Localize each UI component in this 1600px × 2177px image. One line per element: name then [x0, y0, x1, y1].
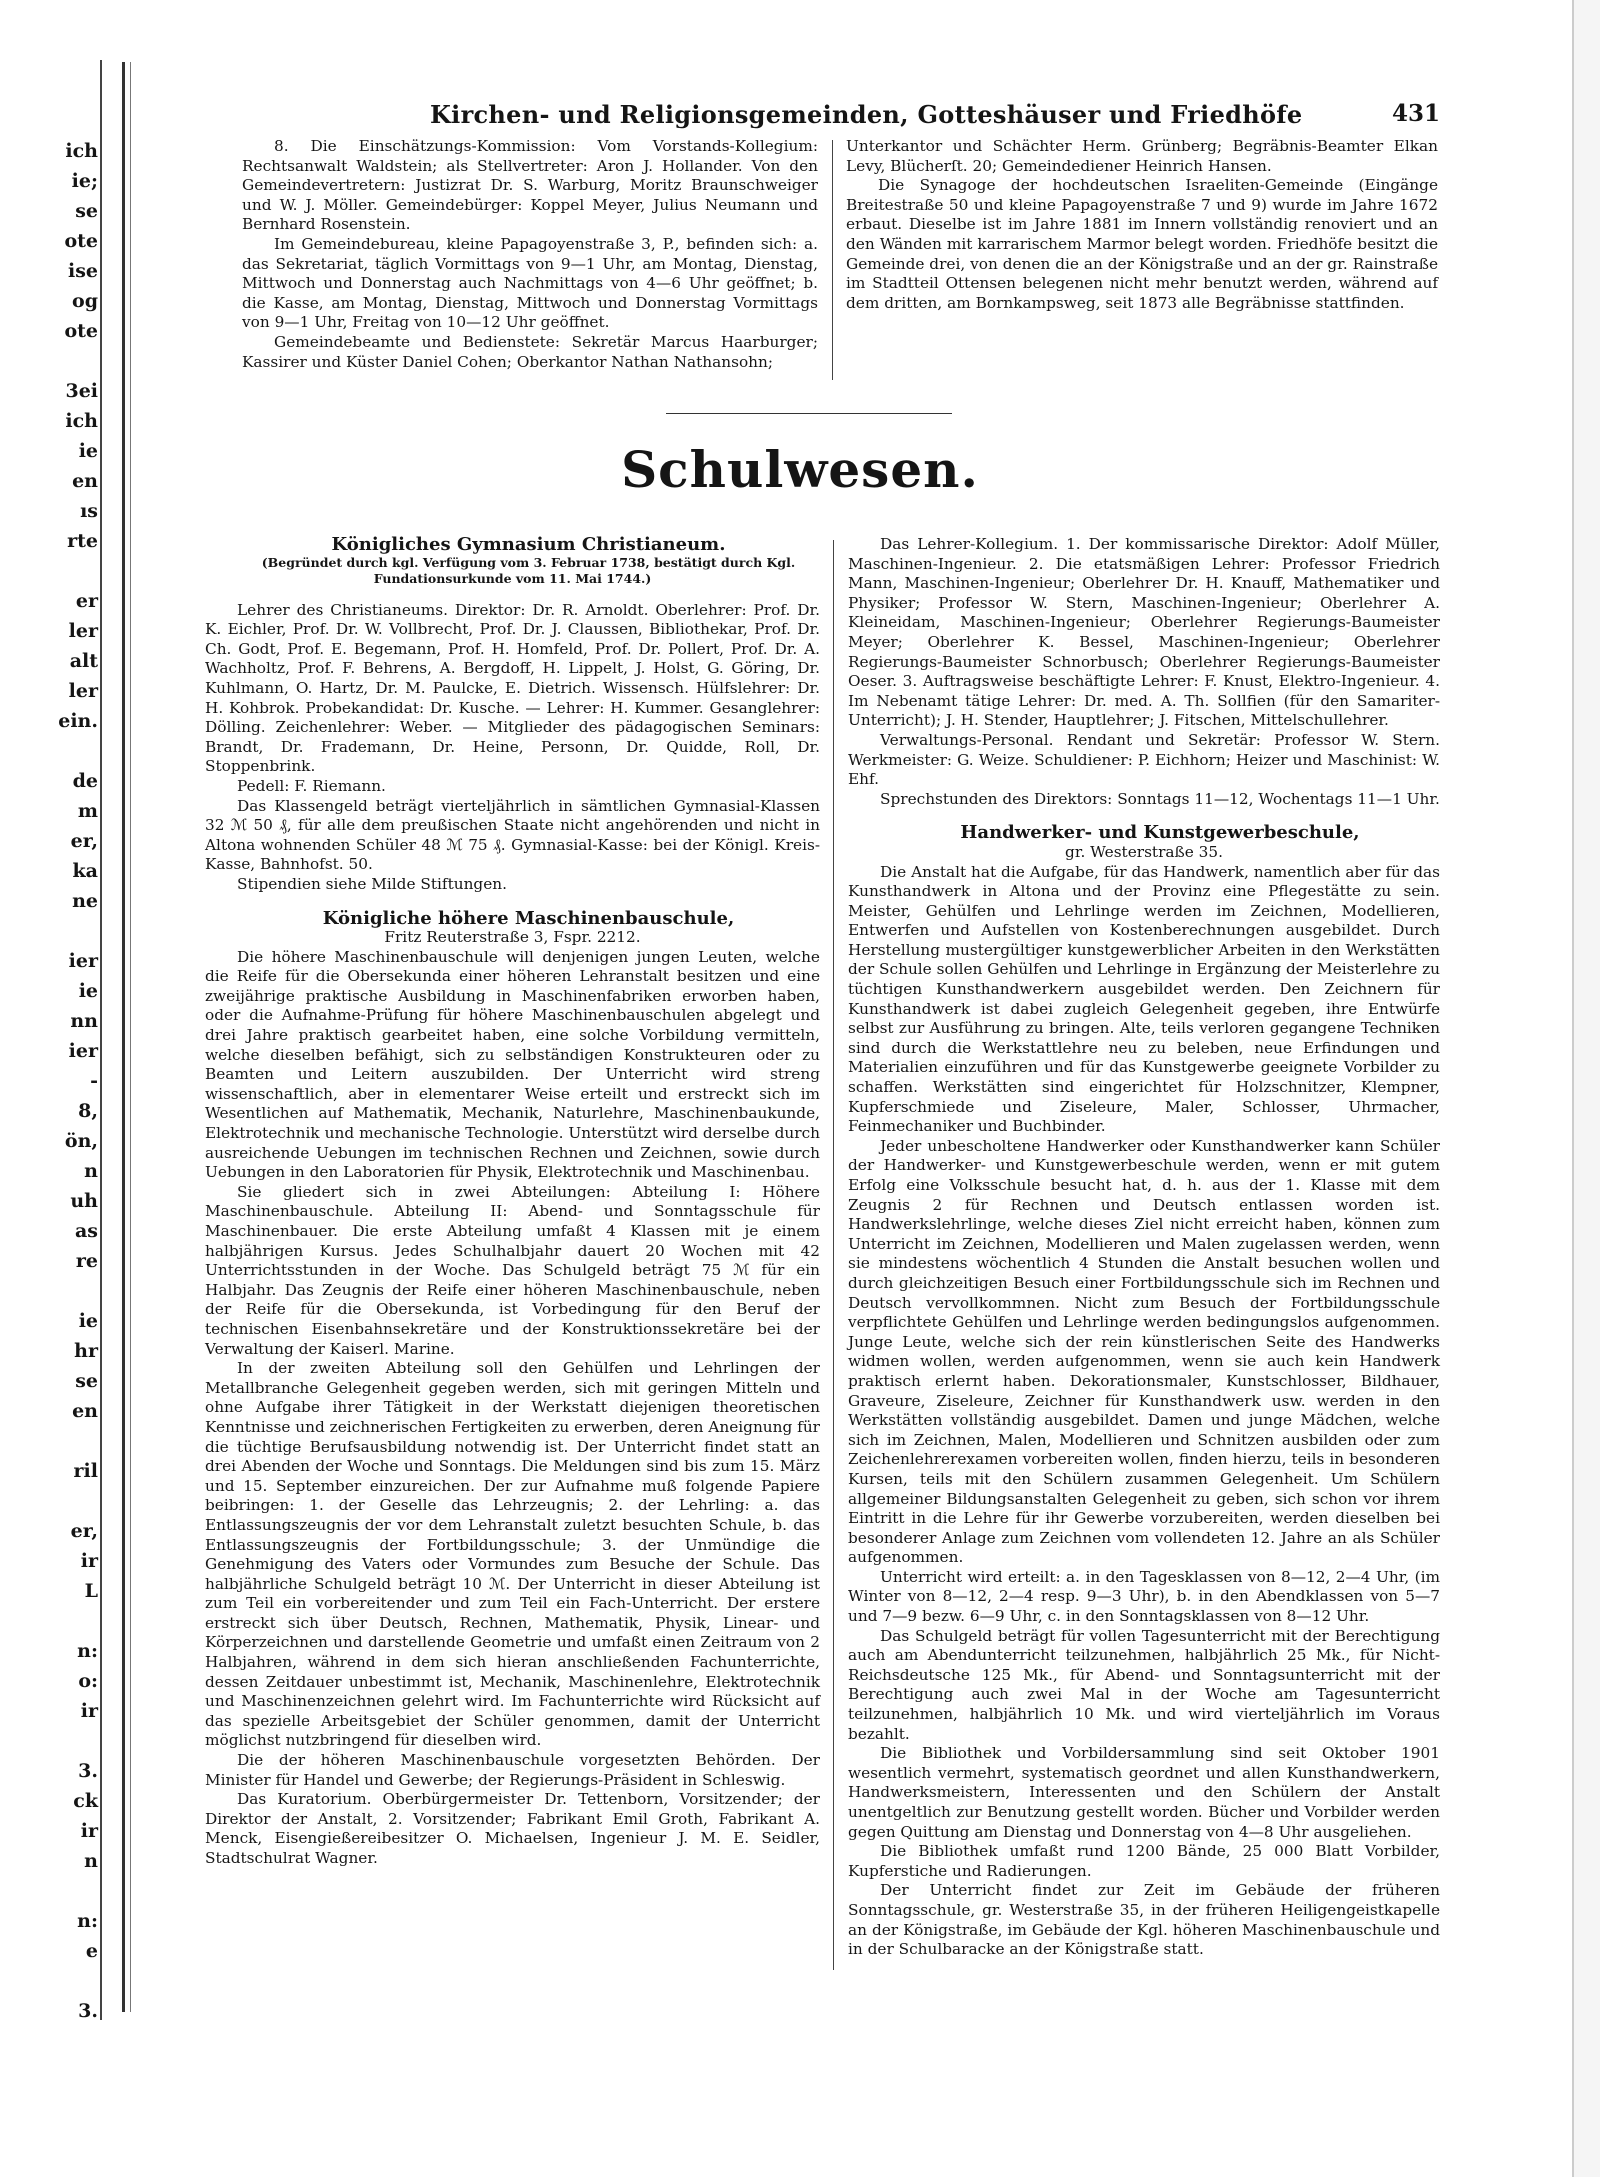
prev-page-fragment: ir	[80, 1820, 98, 1842]
gymnasium-stipendien: Stipendien siehe Milde Stiftungen.	[237, 874, 507, 893]
prev-page-fragment: ir	[80, 1700, 98, 1722]
prev-page-fragment: ir	[80, 1550, 98, 1572]
page-number: 431	[1391, 100, 1440, 127]
running-header	[160, 98, 1440, 134]
prev-page-fragment: se	[75, 200, 98, 222]
prev-page-fragment: se	[75, 1370, 98, 1392]
prev-page-fragment: L	[84, 1580, 98, 1602]
prev-page-fragment: 3.	[78, 1760, 98, 1782]
main-column-divider	[833, 540, 834, 1970]
gemeindebureau-paragraph: Im Gemeindebureau, kleine Papagoyenstraße 3, P., befinden sich: a. das Sekretariat, täglich Vormittags von 9—1 Uhr, am Montag, Dienstag, Mittwoch und Donnerstag auch Nachmittags von 4—6 Uhr geöffnet; b. die Kasse, am Montag, Dienstag, Mittwoch und Donnerstag Vormittags von 9—1 Uhr, Freitag von 10—12 Uhr geöffnet.	[242, 234, 818, 332]
maschinenbau-behoerden: Die der höheren Maschinenbauschule vorgesetzten Behörden. Der Minister für Handel und Gewerbe; der Regierungs-Präsident in Schleswig.	[205, 1751, 820, 1789]
maschinenbau-kuratorium: Das Kuratorium. Oberbürgermeister Dr. Tettenborn, Vorsitzender; der Direktor der Anstalt, 2. Vorsitzender; Fabrikant Emil Groth, Fabrikant A. Menck, Eisengießereibesitzer O. Michaelsen, Ingenieur J. M. E. Seidler, Stadtschulrat Wagner.	[205, 1790, 820, 1867]
prev-page-fragment: o:	[78, 1670, 98, 1692]
header-title: Kirchen- und Religionsgemeinden, Gotteshäuser und Friedhöfe	[430, 100, 1303, 129]
prev-page-fragment: ne	[72, 890, 98, 912]
prev-page-fragment: e	[85, 1940, 98, 1962]
synagoge-paragraph: Die Synagoge der hochdeutschen Israeliten-Gemeinde (Eingänge Breitestraße 50 und kleine Papagoyenstraße 7 und 9) wurde im Jahre 1672 erbaut. Dieselbe ist im Jahre 1881 im Innern vollständig renoviert und an den Wänden mit karrarischem Marmor belegt worden. Friedhöfe besitzt die Gemeinde drei, von denen die an der Königstraße und an der gr. Rainstraße im Stadtteil Ottensen belegenen nicht mehr benutzt werden, während auf dem dritten, am Bornkampsweg, seit 1873 alle Begräbnisse stattfinden.	[846, 176, 1438, 312]
book-gutter	[122, 62, 125, 2012]
top-left-column	[242, 137, 818, 372]
prev-page-fragment: ie	[78, 440, 98, 462]
einschaetzung-paragraph: 8. Die Einschätzungs-Kommission: Vom Vorstands-Kollegium: Rechtsanwalt Waldstein; als Stellvertreter: Aron J. Hollander. Von den Gemeindevertretern: Justizrat Dr. S. Warburg, Moritz Braunschweiger und W. J. Möller. Gemeindebürger: Koppel Meyer, Julius Neumann und Bernhard Rosenstein.	[242, 137, 818, 234]
prev-page-fragment: ise	[67, 260, 98, 282]
prev-page-fragment: ote	[64, 230, 98, 252]
handwerker-aufnahme: Jeder unbescholtene Handwerker oder Kunsthandwerker kann Schüler der Handwerker- und Kunstgewerbeschule werden, wenn er mit gutem Erfolg eine Volksschule besucht hat, d. h. aus der 1. Klasse mit dem Zeugnis 2 für Rechnen und Deutsch entlassen worden ist. Handwerkslehrlinge, welche dieses Ziel nicht erreicht haben, können zum Unterricht im Zeichnen, Modellieren und Malen zugelassen werden, wenn sie mindestens wöchentlich 4 Stunden die Anstalt besuchen wollen und durch gleichzeitigen Besuch einer Fortbildungsschule sich im Rechnen und Deutsch vervollkommnen. Nicht zum Besuch der Fortbildungsschule verpflichtete Gehülfen und Lehrlinge werden bedingungslos aufgenommen. Junge Leute, welche sich der rein künstlerischen Seite des Handwerks widmen wollen, werden aufgenommen, wenn sie auch kein Handwerk praktisch erlernt haben. Dekorationsmaler, Kunstschlosser, Bildhauer, Graveure, Ziseleure, Zeichner für Kunsthandwerk usw. werden in den Werkstätten vollständig ausgebildet. Damen und junge Mädchen, welche sich im Zeichnen, Malen, Modellieren und Schnitzen ausbilden oder zum Zeichenlehrerexamen vorbereiten wollen, finden hierzu, teils in besonderen Kursen, teils mit den Schülern zusammen Gelegenheit. Um Schülern allgemeiner Bildungsanstalten Gelegenheit zu geben, sich schon vor ihrem Eintritt in die Lehre für ihr Gewerbe vorzubereiten, werden dieselben bei besonderer Anlage zum Zeichnen vom vollendeten 12. Jahre an als Schüler aufgenommen.	[848, 1136, 1440, 1567]
prev-page-fragment: re	[75, 1250, 98, 1272]
maschinenbau-zweite-abteilung: In der zweiten Abteilung soll den Gehülfen und Lehrlingen der Metallbranche Gelegenheit gegeben werden, sich mit geringen Mitteln und ohne Aufgabe ihrer Tätigkeit in der Werkstatt diejenigen theoretischen Kenntnisse und zeichnerischen Fertigkeiten zu erwerben, deren Aneignung für die tüchtige Berufsausbildung notwendig ist. Der Unterricht findet statt an drei Abenden der Woche und Sonntags. Die Meldungen sind bis zum 15. März und 15. September einzureichen. Der zur Aufnahme muß folgende Papiere beibringen: 1. der Geselle das Lehrzeugnis; 2. der Lehrling: a. das Entlassungszeugnis der vor dem Lehranstalt zuletzt besuchten Schule, b. das Entlassungszeugnis der Fortbildungsschule; 3. der Unmündige die Genehmigung des Vaters oder Vormundes zum Besuche der Schule. Das halbjährliche Schulgeld beträgt 10 ℳ. Der Unterricht in dieser Abteilung ist zum Teil ein vorbereitender und zum Teil ein Fach-Unterricht. Der erstere erstreckt sich über Deutsch, Rechnen, Mathematik, Physik, Linear- und Körperzeichnen und darstellende Geometrie und umfaßt einen Zeitraum von 2 Halbjahren, während in dem sich hieran anschließenden Fachunterrichte, dessen Zeitdauer unbestimmt ist, Mechanik, Maschinenlehre, Elektrotechnik und Maschinenzeichnen gelehrt wird. Im Fachunterrichte wird Rücksicht auf das spezielle Arbeitsgebiet der Schüler genommen, damit der Unterricht möglichst nutzbringend für dieselben wird.	[205, 1359, 820, 1750]
prev-page-fragment: ck	[73, 1790, 98, 1812]
maschinenbau-intro: Die höhere Maschinenbauschule will denjenigen jungen Leuten, welche die Reife für die Obersekunda einer höheren Lehranstalt besitzen und eine zweijährige praktische Ausbildung in Maschinenfabriken erworben haben, oder die Aufnahme-Prüfung für höhere Maschinenbauschulen abgelegt und drei Jahre praktisch gearbeitet haben, eine solche Vorbildung vermitteln, welche dieselben befähigt, sich zu selbständigen Konstrukteuren oder zu Beamten und Leitern auszubilden. Der Unterricht wird streng wissenschaftlich, aber in elementarer Weise erteilt und erstreckt sich im Wesentlichen auf Mathematik, Mechanik, Naturlehre, Maschinenbaukunde, Elektrotechnik und mechanische Technologie. Unterstützt wird derselbe durch ausreichende Uebungen im technischen Rechnen und Zeichnen, sowie durch Uebungen in den Laboratorien für Physik, Elektrotechnik und Maschinenbau.	[205, 947, 820, 1182]
prev-page-fragment: -	[90, 1070, 98, 1092]
prev-page-fragment: ler	[68, 680, 98, 702]
maschinenbau-abteilungen: Sie gliedert sich in zwei Abteilungen: Abteilung I: Höhere Maschinenbauschule. Abteilung II: Abend- und Sonntagsschule für Maschinenbauer. Die erste Abteilung umfaßt 4 Klassen mit je einem halbjährigen Kursus. Jedes Schulhalbjahr dauert 20 Wochen mit 42 Unterrichtsstunden in der Woche. Das Schulgeld beträgt 75 ℳ für ein Halbjahr. Das Zeugnis der Reife einer höheren Maschinenbauschule, neben der Reife für die Obersekunda, ist Vorbedingung für den Beruf der technischen Eisenbahnsekretäre und der Konstruktionssekretäre bei der Verwaltung der Kaiserl. Marine.	[205, 1182, 820, 1358]
prev-page-fragment: alt	[69, 650, 98, 672]
top-right-column	[846, 137, 1438, 313]
prev-page-fragment: ril	[73, 1460, 98, 1482]
prev-page-fragment: n:	[77, 1640, 98, 1662]
prev-page-fragment: m	[77, 800, 98, 822]
maschinenbauschule-heading: Königliche höhere Maschinenbauschule,	[322, 907, 735, 929]
prev-page-fragment: ier	[68, 950, 98, 972]
prev-page-fragment: ie	[78, 1310, 98, 1332]
prev-page-fragment: n	[84, 1850, 98, 1872]
prev-page-fragment: 3ei	[65, 380, 98, 402]
prev-page-fragment: er,	[70, 830, 98, 852]
prev-page-fragment: ler	[68, 620, 98, 642]
prev-page-fragment: ote	[64, 320, 98, 342]
gymnasium-pedell: Pedell: F. Riemann.	[237, 776, 386, 795]
top-column-divider	[832, 140, 833, 380]
page-right-edge	[1572, 0, 1600, 2177]
gymnasium-founding-note: (Begründet durch kgl. Verfügung vom 3. Februar 1738, bestätigt durch Kgl. Fundationsurkunde vom 11. Mai 1744.)	[261, 554, 796, 586]
gymnasium-heading: Königliches Gymnasium Christianeum.	[331, 534, 726, 555]
handwerker-bibliothek-umfang: Die Bibliothek umfaßt rund 1200 Bände, 25 000 Blatt Vorbilder, Kupferstiche und Radierungen.	[848, 1842, 1440, 1880]
prev-page-fragment: en	[72, 470, 98, 492]
section-title: Schulwesen.	[621, 440, 979, 499]
prev-page-fragment: ie;	[71, 170, 98, 192]
prev-page-fragment: 8,	[78, 1100, 98, 1122]
book-gutter-line	[130, 62, 131, 2012]
prev-page-fragment: og	[72, 290, 98, 312]
gymnasium-teachers: Lehrer des Christianeums. Direktor: Dr. R. Arnoldt. Oberlehrer: Prof. Dr. K. Eichler, Prof. Dr. W. Vollbrecht, Prof. Dr. J. Claussen, Bibliothekar, Prof. Dr. Ch. Godt, Prof. E. Begemann, Prof. H. Homfeld, Prof. Dr. Pollert, Prof. Dr. A. Wachholtz, Prof. F. Behrens, A. Bergdoff, H. Lippelt, J. Holst, G. Göring, Dr. Kuhlmann, O. Hartz, Dr. M. Paulcke, E. Dietrich. Wissensch. Hülfslehrer: Dr. H. Kohbrok. Probekandidat: Dr. Kusche. — Lehrer: H. Kummer. Gesanglehrer: Dölling. Zeichenlehrer: Weber. — Mitglieder des pädagogischen Seminars: Brandt, Dr. Frademann, Dr. Heine, Personn, Dr. Quidde, Roll, Dr. Stoppenbrink.	[205, 600, 820, 776]
prev-page-fragment: n:	[77, 1910, 98, 1932]
handwerker-aufgabe: Die Anstalt hat die Aufgabe, für das Handwerk, namentlich aber für das Kunsthandwerk in Altona und der Provinz eine Pflegestätte zu sein. Meister, Gehülfen und Lehrlinge werden im Zeichnen, Modellieren, Entwerfen und Aufstellen von Kostenberechnungen ausgebildet. Durch Herstellung mustergültiger kunstgewerblicher Arbeiten in den Werkstätten der Schule sollen Gehülfen und Lehrlinge in Ergänzung der Meisterlehre zu tüchtigen Kunsthandwerkern ausgebildet werden. Den Zeichnern für Kunsthandwerk ist dabei zugleich Gelegenheit gegeben, ihre Entwürfe selbst zur Ausführung zu bringen. Alte, teils verloren gegangene Techniken sind durch die Werkstattlehre neu zu beleben, neue Erfindungen und Materialien einzuführen und für das Kunstgewerbe geeignete Vorbilder zu schaffen. Werkstätten sind eingerichtet für Holzschnitzer, Klempner, Kupferschmiede und Ziseleure, Maler, Schlosser, Uhrmacher, Feinmechaniker und Buchbinder.	[848, 862, 1440, 1136]
prev-page-fragment: rte	[67, 530, 98, 552]
handwerker-address: gr. Westerstraße 35.	[1065, 842, 1223, 861]
prev-page-fragment: hr	[74, 1340, 98, 1362]
previous-page-edge	[0, 60, 102, 2020]
verwaltungs-personal: Verwaltungs-Personal. Rendant und Sekretär: Professor W. Stern. Werkmeister: G. Weize. Schuldiener: P. Eichhorn; Heizer und Maschinist: W. Ehf.	[848, 730, 1440, 789]
prev-page-fragment: er	[75, 590, 98, 612]
prev-page-fragment: ie	[78, 980, 98, 1002]
handwerker-bibliothek: Die Bibliothek und Vorbildersammlung sind seit Oktober 1901 wesentlich vermehrt, systematisch geordnet und allen Kunsthandwerkern, Handwerksmeistern, Interessenten und den Schülern der Anstalt unentgeltlich zur Benutzung gestellt worden. Bücher und Vorbilder werden gegen Quittung am Dienstag und Donnerstag von 4—8 Uhr ausgeliehen.	[848, 1744, 1440, 1841]
prev-page-fragment: ön,	[64, 1130, 98, 1152]
prev-page-fragment: 3.	[78, 2000, 98, 2020]
handwerker-unterrichtszeiten: Unterricht wird erteilt: a. in den Tagesklassen von 8—12, 2—4 Uhr, (im Winter von 8—12, 2—4 resp. 9—3 Uhr), b. in den Abendklassen von 5—7 und 7—9 bezw. 6—9 Uhr, c. in den Sonntagsklassen von 8—12 Uhr.	[848, 1567, 1440, 1626]
maschinenbauschule-address: Fritz Reuterstraße 3, Fspr. 2212.	[384, 928, 641, 947]
sprechstunden: Sprechstunden des Direktors: Sonntags 11—12, Wochentags 11—1 Uhr.	[880, 789, 1440, 808]
prev-page-fragment: er,	[70, 1520, 98, 1542]
section-divider-rule	[666, 413, 952, 414]
unterkantor-paragraph: Unterkantor und Schächter Herm. Grünberg; Begräbnis-Beamter Elkan Levy, Blücherſt. 20; Gemeindediener Heinrich Hansen.	[846, 137, 1438, 175]
prev-page-fragment: ier	[68, 1040, 98, 1062]
handwerker-heading: Handwerker- und Kunstgewerbeschule,	[960, 822, 1360, 844]
handwerker-schulgeld: Das Schulgeld beträgt für vollen Tagesunterricht mit der Berechtigung auch am Abendunterricht teilzunehmen, halbjährlich 25 Mk., für Nicht-Reichsdeutsche 125 Mk., für Abend- und Sonntagsunterricht mit der Berechtigung auch zwei Mal in der Woche am Tagesunterricht teilzunehmen, halbjährlich 10 Mk. und wird vierteljährlich im Voraus bezahlt.	[848, 1626, 1440, 1743]
prev-page-fragment: ich	[65, 410, 98, 432]
left-main-column	[205, 535, 820, 1869]
prev-page-fragment: ıs	[80, 500, 98, 522]
prev-page-fragment: as	[74, 1220, 98, 1242]
prev-page-fragment: ein.	[58, 710, 98, 732]
prev-page-fragment: de	[72, 770, 98, 792]
prev-page-fragment: nn	[70, 1010, 98, 1032]
right-main-column	[848, 535, 1440, 1960]
prev-page-fragment: uh	[70, 1190, 98, 1212]
prev-page-fragment: en	[72, 1400, 98, 1422]
gemeindebeamte-paragraph: Gemeindebeamte und Bedienstete: Sekretär Marcus Haarburger; Kassirer und Küster Daniel Cohen; Oberkantor Nathan Nathansohn;	[242, 332, 818, 371]
prev-page-fragment: ich	[65, 140, 98, 162]
prev-page-fragment: ka	[72, 860, 98, 882]
prev-page-fragment: n	[84, 1160, 98, 1182]
handwerker-gebaeude: Der Unterricht findet zur Zeit im Gebäude der früheren Sonntagsschule, gr. Westerstraße 35, in der früheren Heiligengeistkapelle an der Königstraße, im Gebäude der Kgl. höheren Maschinenbauschule und in der Schulbaracke an der Königstraße statt.	[848, 1881, 1440, 1959]
lehrer-kollegium: Das Lehrer-Kollegium. 1. Der kommissarische Direktor: Adolf Müller, Maschinen-Ingenieur. 2. Die etatsmäßigen Lehrer: Professor Friedrich Mann, Maschinen-Ingenieur; Oberlehrer Dr. H. Knauff, Mathematiker und Physiker; Professor W. Stern, Maschinen-Ingenieur; Oberlehrer A. Kleineidam, Maschinen-Ingenieur; Oberlehrer Regierungs-Baumeister Meyer; Oberlehrer K. Bessel, Maschinen-Ingenieur; Oberlehrer Regierungs-Baumeister Schnorbusch; Oberlehrer Regierungs-Baumeister Oeser. 3. Auftragsweise beschäftigte Lehrer: F. Knust, Elektro-Ingenieur. 4. Im Nebenamt tätige Lehrer: Dr. med. A. Th. Sollfien (für den Samariter-Unterricht); J. H. Stender, Hauptlehrer; J. Fitschen, Mittelschullehrer.	[848, 535, 1440, 730]
gymnasium-klassengeld: Das Klassengeld beträgt vierteljährlich in sämtlichen Gymnasial-Klassen 32 ℳ 50 ₰, für alle dem preußischen Staate nicht angehörenden und nicht in Altona wohnenden Schüler 48 ℳ 75 ₰. Gymnasial-Kasse: bei der Königl. Kreis-Kasse, Bahnhofst. 50.	[205, 796, 820, 874]
